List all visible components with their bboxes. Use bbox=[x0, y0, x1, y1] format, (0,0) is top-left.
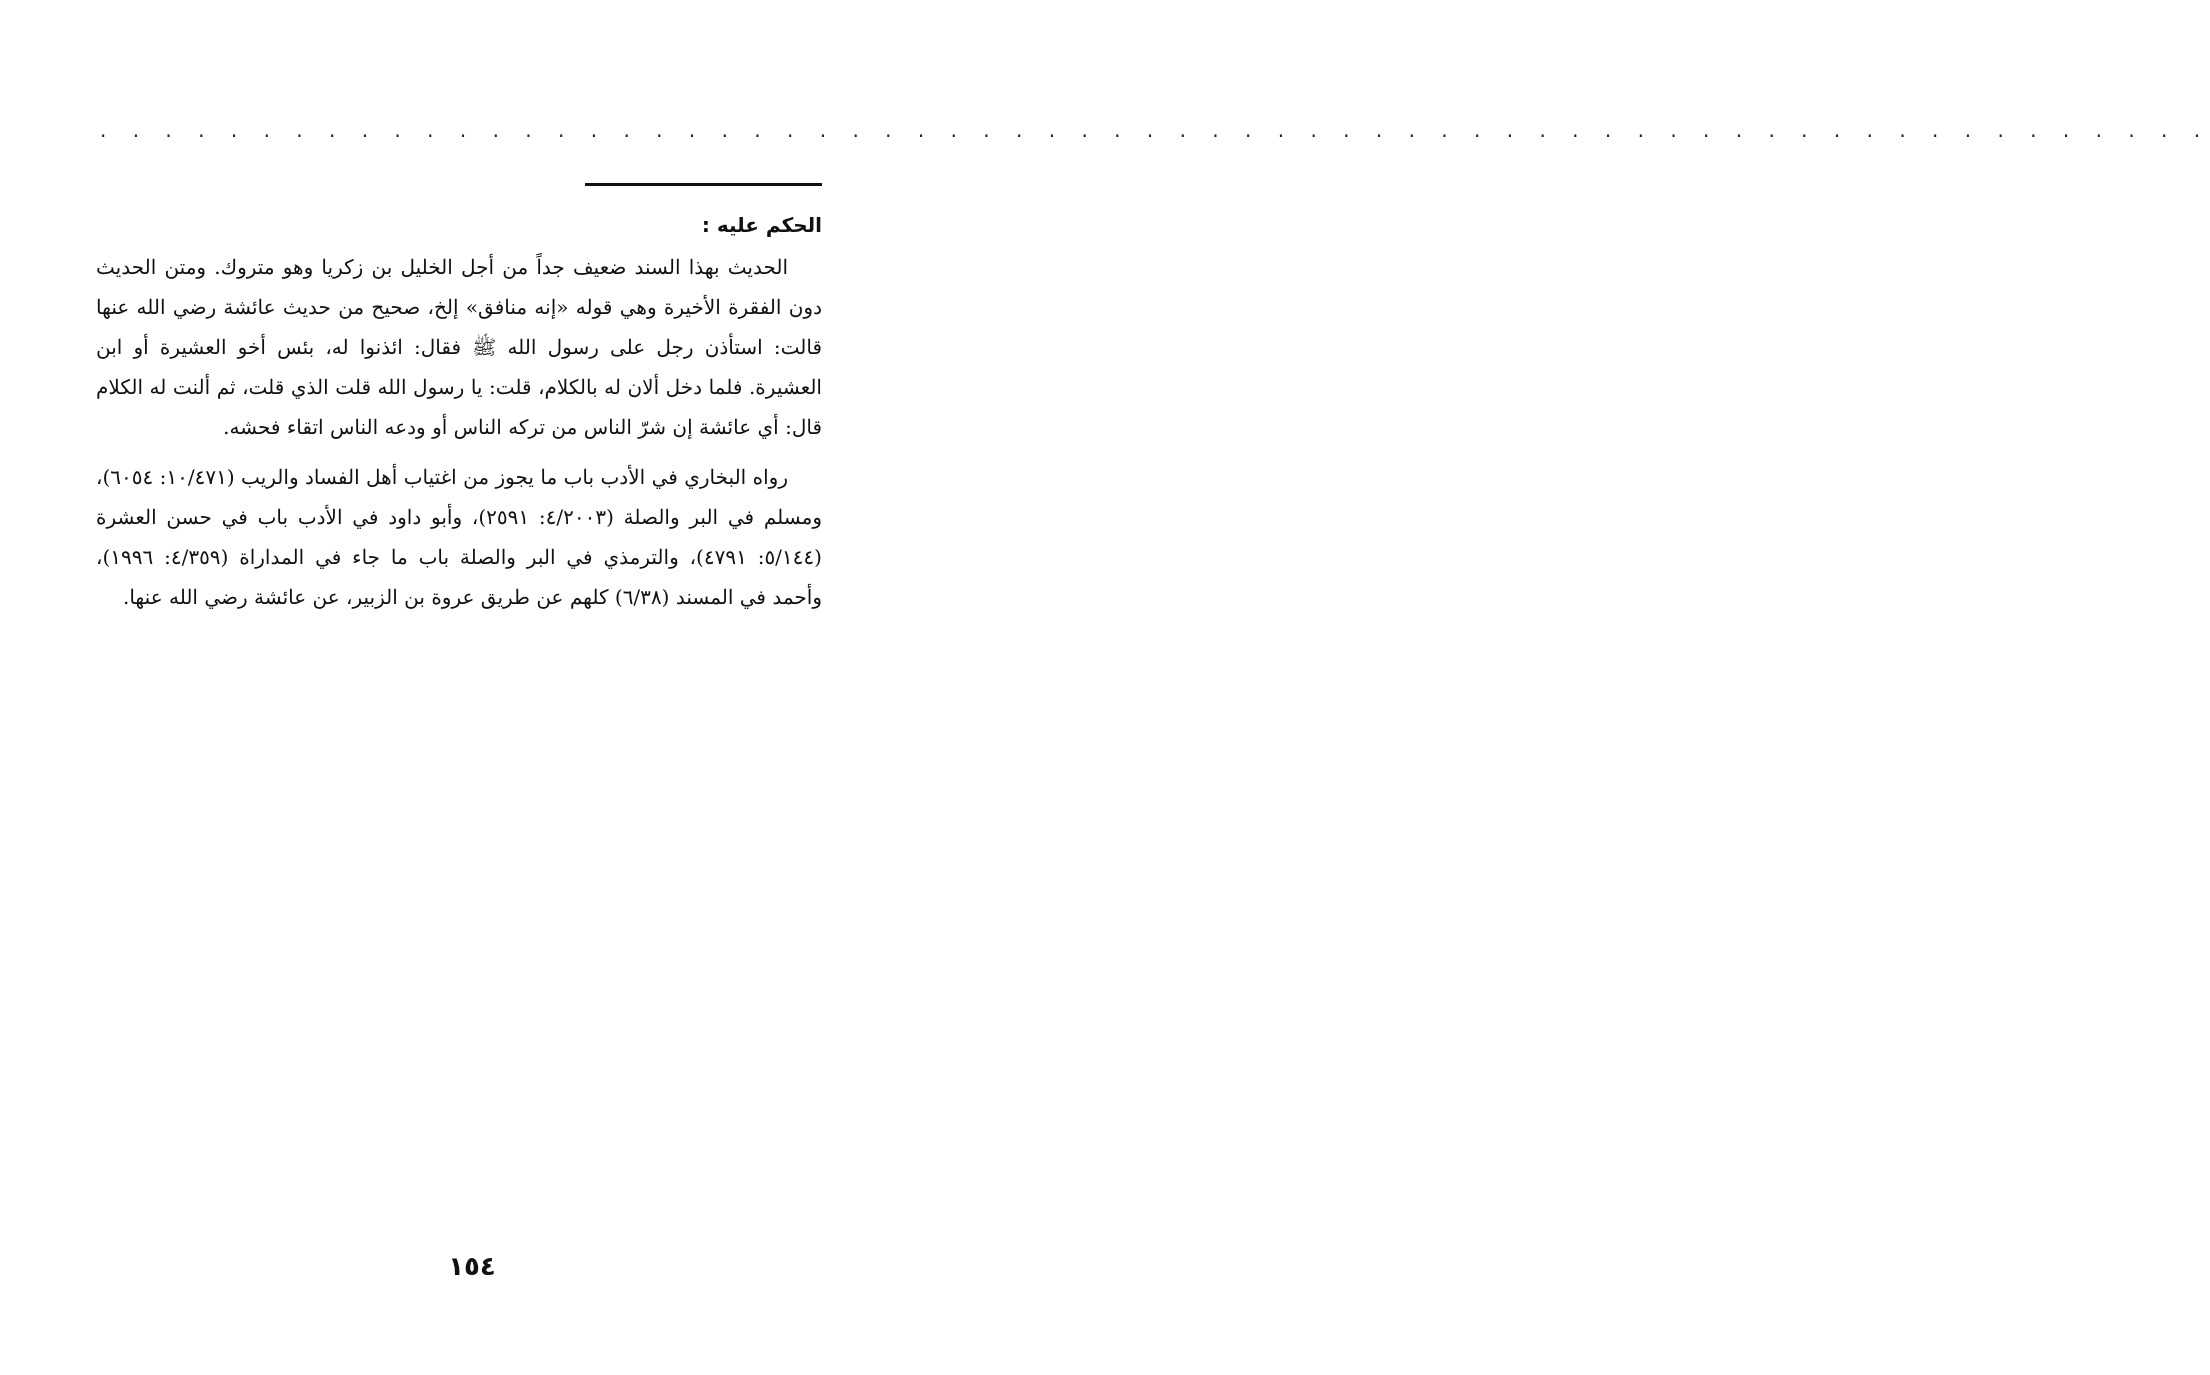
paragraph-sources: رواه البخاري في الأدب باب ما يجوز من اغتياب أهل الفساد والريب (١٠/٤٧١: ٦٠٥٤)، ومسلم في البر والصلة (٤/٢٠٠٣: ٢٥٩١)، وأبو داود في الأدب باب في حسن العشرة (٥/١٤٤: ٤٧٩١)، والترمذي في البر والصلة باب ما جاء في المداراة (٤/٣٥٩: ١٩٩٦)، وأحمد في المسند (٦/٣٨) كلهم عن طريق عروة بن الزبير، عن عائشة رضي الله عنها. bbox=[96, 465, 822, 609]
dotted-separator: . . . . . . . . . . . . . . . . . . . . . . . . . . . . . . . . . . . . . . . . . . . . . . . . . . . . . . . . . . . . . . . . . bbox=[100, 118, 2210, 142]
page-number: ١٥٤ bbox=[448, 1252, 496, 1282]
main-text bbox=[96, 205, 822, 627]
paragraph-ruling: الحديث بهذا السند ضعيف جداً من أجل الخليل بن زكريا وهو متروك. ومتن الحديث دون الفقرة الأخيرة وهي قوله «إنه منافق» إلخ، صحيح من حديث عائشة رضي الله عنها قالت: استأذن رجل على رسول الله ﷺ فقال: ائذنوا له، بئس أخو العشيرة أو ابن العشيرة. فلما دخل ألان له بالكلام، قلت: يا رسول الله قلت الذي قلت، ثم ألنت له الكلام قال: أي عائشة إن شرّ الناس من تركه الناس أو ودعه الناس اتقاء فحشه. bbox=[96, 255, 822, 439]
section-heading: الحكم عليه : bbox=[701, 213, 822, 237]
footnote-rule bbox=[585, 183, 822, 186]
